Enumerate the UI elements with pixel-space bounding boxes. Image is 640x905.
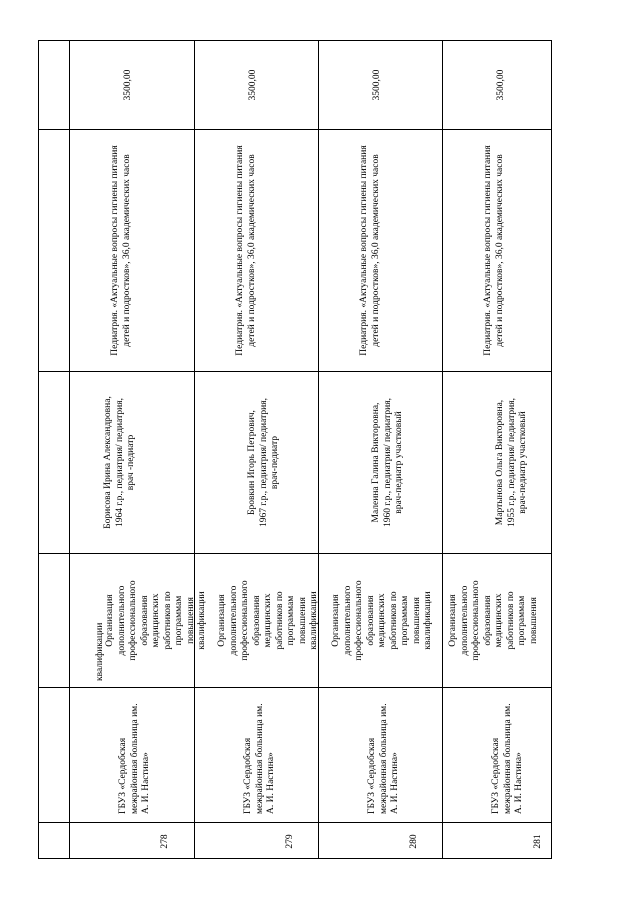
number-cell bbox=[70, 823, 194, 860]
price-cell bbox=[319, 41, 442, 129]
number-cell bbox=[443, 823, 551, 860]
price-cell bbox=[195, 41, 318, 129]
price-value: 3500,00 bbox=[496, 69, 506, 101]
program-type-text: Организация дополнительного профессионального образования медицинских работников по программам повышения квалификации bbox=[105, 580, 207, 661]
course-text: Педиатрия. «Актуальные вопросы гигиены питания детей и подростков», 36,0 академических часов bbox=[483, 145, 505, 356]
organization-text: ГБУЗ «Сердобская межрайонная больница им. А. И. Настина» bbox=[118, 703, 151, 814]
price-value: 3500,00 bbox=[372, 69, 382, 101]
program-type-cell bbox=[443, 554, 551, 687]
program-type-cell bbox=[319, 554, 442, 687]
course-cell bbox=[319, 130, 442, 371]
program-type-text: Организация дополнительного профессионального образования медицинских работников по программам повышения bbox=[448, 580, 539, 661]
person-cell bbox=[443, 372, 551, 553]
course-cell bbox=[70, 130, 194, 371]
program-type-cell bbox=[195, 554, 318, 687]
course-text: Педиатрия. «Актуальные вопросы гигиены питания детей и подростков», 36,0 академических часов bbox=[359, 145, 381, 356]
rotated-table bbox=[38, 40, 552, 859]
person-text: Бровкин Игорь Петрович, 1967 г.р., педиатрия/ педиатрия, врач-педиатр bbox=[247, 398, 280, 527]
row-number: 278 bbox=[160, 834, 170, 849]
organization-text: ГБУЗ «Сердобская межрайонная больница им. А. И. Настина» bbox=[491, 703, 524, 814]
number-cell bbox=[195, 823, 318, 860]
person-cell bbox=[195, 372, 318, 553]
program-type-cell bbox=[70, 554, 207, 687]
number-cell bbox=[319, 823, 442, 860]
row-number: 281 bbox=[533, 834, 543, 849]
course-cell bbox=[443, 130, 551, 371]
course-cell bbox=[195, 130, 318, 371]
organization-text: ГБУЗ «Сердобская межрайонная больница им. А. И. Настина» bbox=[367, 703, 400, 814]
row-number: 279 bbox=[285, 834, 295, 849]
person-cell bbox=[319, 372, 442, 553]
person-text: Малеина Галина Викторовна, 1960 г.р., педиатрия/ педиатрия, врач-педиатр участковый bbox=[371, 398, 404, 527]
organization-cell bbox=[319, 688, 442, 822]
price-cell bbox=[70, 41, 194, 129]
price-value: 3500,00 bbox=[123, 69, 133, 101]
organization-cell bbox=[70, 688, 194, 822]
price-cell bbox=[443, 41, 551, 129]
person-cell bbox=[70, 372, 194, 553]
price-value: 3500,00 bbox=[248, 69, 258, 101]
continued-header-text: квалификации bbox=[95, 622, 105, 681]
organization-cell bbox=[195, 688, 318, 822]
person-text: Борисова Ирина Александровна, 1964 г.р., педиатрия/ педиатрия, врач -педиатр bbox=[103, 396, 136, 529]
program-type-text: Организация дополнительного профессионального образования медицинских работников по программам повышения квалификации bbox=[217, 580, 319, 661]
program-type-text: Организация дополнительного профессионального образования медицинских работников по программам повышения квалификации bbox=[331, 580, 433, 661]
organization-cell bbox=[443, 688, 551, 822]
course-text: Педиатрия. «Актуальные вопросы гигиены питания детей и подростков», 36,0 академических часов bbox=[235, 145, 257, 356]
person-text: Мартынова Ольга Викторовна, 1955 г.р., педиатрия/ педиатрия, врач-педиатр участковый bbox=[495, 398, 528, 527]
course-text: Педиатрия. «Актуальные вопросы гигиены питания детей и подростков», 36,0 академических часов bbox=[110, 145, 132, 356]
row-number: 280 bbox=[409, 834, 419, 849]
organization-text: ГБУЗ «Сердобская межрайонная больница им. А. И. Настина» bbox=[243, 703, 276, 814]
